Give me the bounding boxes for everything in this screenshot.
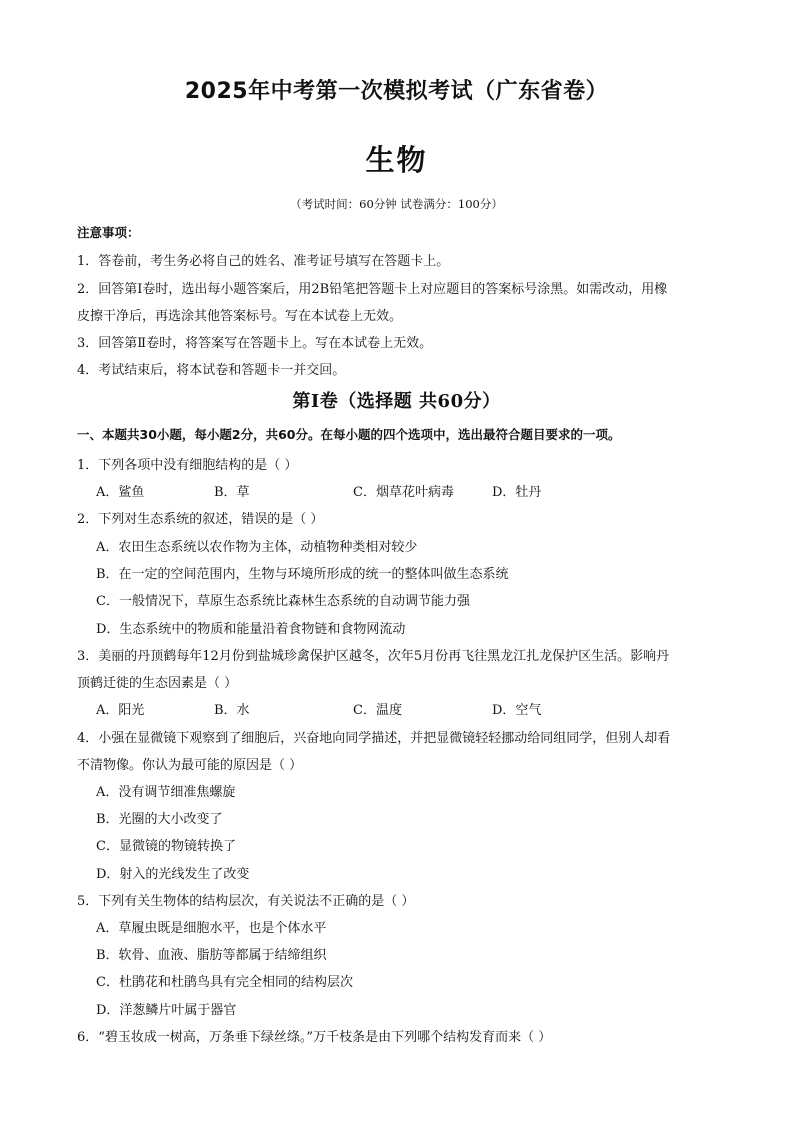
option-d: D．空气 (492, 703, 542, 718)
option-b: B．草 (214, 485, 250, 500)
exam-info: （考试时间：60分钟 试卷满分：100分） (290, 197, 503, 211)
question-stem: 不清物像。你认为最可能的原因是（ ） (77, 758, 303, 773)
option-b: B．软骨、血液、脂肪等都属于结缔组织 (96, 948, 327, 963)
section-intro: 一、本题共30小题，每小题2分，共60分。在每小题的四个选项中，选出最符合题目要求的一项。 (77, 427, 621, 442)
option-a: A．农田生态系统以农作物为主体，动植物种类相对较少 (96, 540, 418, 555)
notice-item: 3．回答第Ⅱ卷时，将答案写在答题卡上。写在本试卷上无效。 (77, 336, 433, 351)
question-stem: 6．“碧玉妆成一树高，万条垂下绿丝绦。”万千枝条是由下列哪个结构发育而来（ ） (77, 1030, 552, 1045)
question-stem: 4．小强在显微镜下观察到了细胞后，兴奋地向同学描述，并把显微镜轻轻挪动给同组同学，但别人却看 (77, 731, 671, 746)
question-stem: 3．美丽的丹顶鹤每年12月份到盐城珍禽保护区越冬，次年5月份再飞往黑龙江扎龙保护区生活。影响丹 (77, 649, 670, 664)
option-d: D．牡丹 (492, 485, 542, 500)
option-d: D．洋葱鳞片叶属于器官 (96, 1003, 237, 1018)
option-c: C．烟草花叶病毒 (353, 485, 454, 500)
option-b: B．光圈的大小改变了 (96, 812, 223, 827)
question-stem: 顶鹤迁徙的生态因素是（ ） (77, 676, 238, 691)
option-c: C．温度 (353, 703, 402, 718)
option-d: D．射入的光线发生了改变 (96, 867, 250, 882)
question-stem: 5．下列有关生物体的结构层次，有关说法不正确的是（ ） (77, 894, 415, 909)
option-a: A．鲨鱼 (96, 485, 145, 500)
subject-title: 生物 (365, 143, 428, 177)
option-b: B．水 (214, 703, 250, 718)
option-c: C．显微镜的物镜转换了 (96, 839, 236, 854)
question-stem: 1．下列各项中没有细胞结构的是（ ） (77, 458, 298, 473)
section-title: 第Ⅰ卷（选择题 共60分） (292, 391, 501, 412)
option-a: A．阳光 (96, 703, 145, 718)
notice-item: 1．答卷前，考生务必将自己的姓名、准考证号填写在答题卡上。 (77, 254, 450, 269)
option-c: C．杜鹃花和杜鹃鸟具有完全相同的结构层次 (96, 975, 353, 990)
option-a: A．没有调节细准焦螺旋 (96, 785, 236, 800)
option-c: C．一般情况下，草原生态系统比森林生态系统的自动调节能力强 (96, 594, 470, 609)
exam-title: 2025年中考第一次模拟考试（广东省卷） (184, 79, 609, 104)
notice-item: 4．考试结束后，将本试卷和答题卡一并交回。 (77, 363, 346, 378)
notice-heading: 注意事项： (77, 225, 140, 240)
option-d: D．生态系统中的物质和能量沿着食物链和食物网流动 (96, 622, 406, 637)
notice-item: 2．回答第Ⅰ卷时，选出每小题答案后，用2B铅笔把答题卡上对应题目的答案标号涂黑。如需改动，用橡 (77, 282, 668, 297)
notice-item: 皮擦干净后，再选涂其他答案标号。写在本试卷上无效。 (77, 309, 403, 324)
option-a: A．草履虫既是细胞水平，也是个体水平 (96, 921, 327, 936)
question-stem: 2．下列对生态系统的叙述，错误的是（ ） (77, 512, 324, 527)
option-b: B．在一定的空间范围内，生物与环境所形成的统一的整体叫做生态系统 (96, 567, 509, 582)
